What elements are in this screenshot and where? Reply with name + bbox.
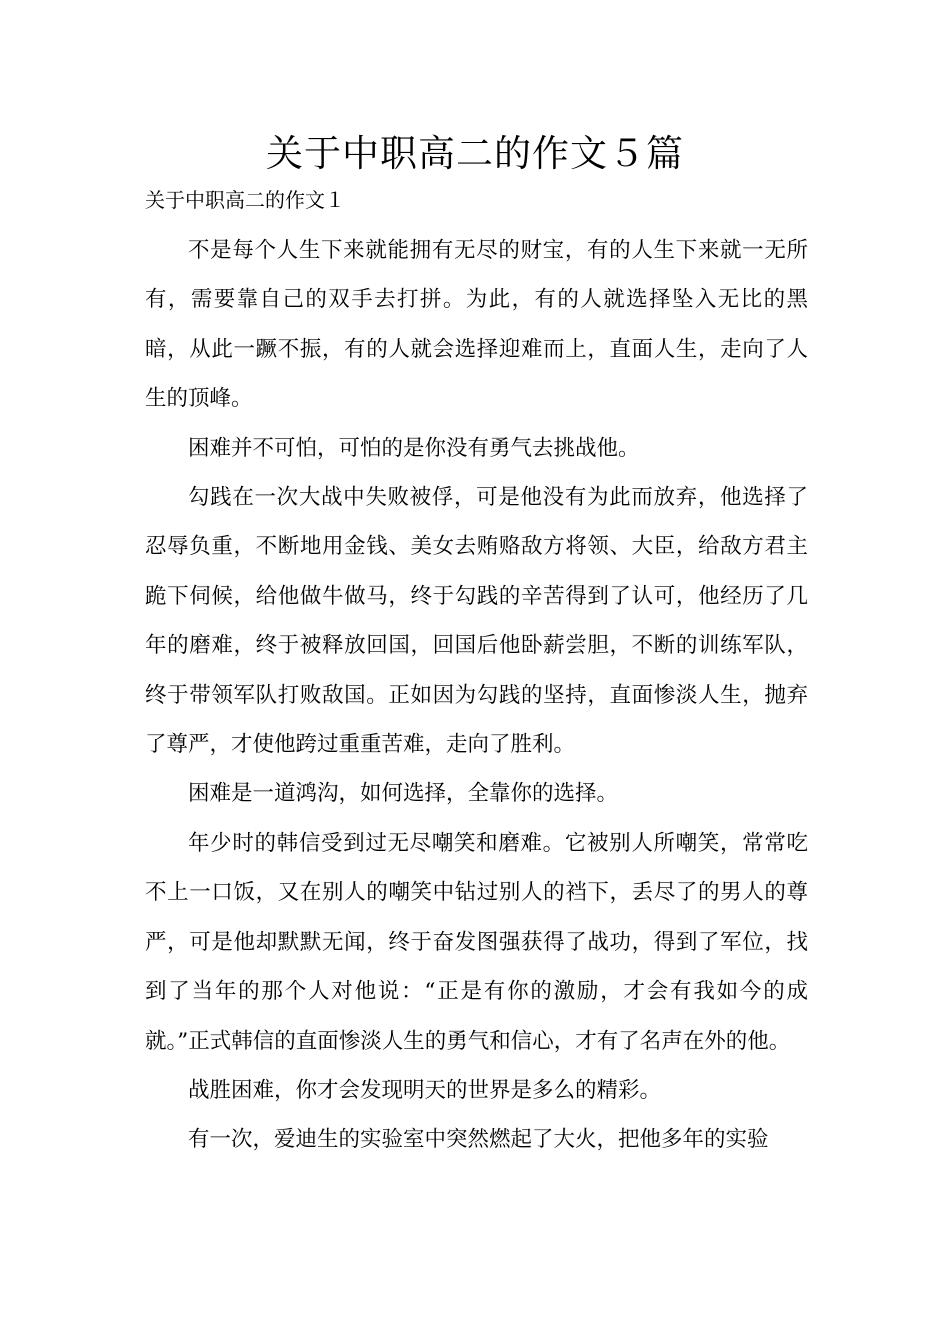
paragraph: 困难是一道鸿沟，如何选择，全靠你的选择。 [188, 781, 619, 807]
paragraph: 年少时的韩信受到过无尽嘲笑和磨难。它被别人所嘲笑，常常吃不上一口饭，又在别人的嘲笑中钻过别人的裆下，丢尽了的男人的尊严，可是他却默默无闻，终于奋发图强获得了战功，得到了军位，找到了当年的那个人对他说：“正是有你的激励，才会有我如今的成就。”正式韩信的直面惨淡人生的勇气和信心，才有了名声在外的他。 [145, 830, 808, 1054]
document-title: 关于中职高二的作文５篇 [266, 132, 684, 175]
paragraph: 有一次，爱迪生的实验室中突然燃起了大火，把他多年的实验 [188, 1127, 769, 1153]
document-body [145, 226, 808, 1165]
paragraph: 不是每个人生下来就能拥有无尽的财宝，有的人生下来就一无所有，需要靠自己的双手去打拼。为此，有的人就选择坠入无比的黑暗，从此一蹶不振，有的人就会选择迎难而上，直面人生，走向了人生的顶峰。 [145, 238, 808, 412]
paragraph: 困难并不可怕，可怕的是你没有勇气去挑战他。 [188, 435, 640, 461]
section-heading: 关于中职高二的作文１ [145, 188, 345, 212]
paragraph: 勾践在一次大战中失败被俘，可是他没有为此而放弃，他选择了忍辱负重，不断地用金钱、美女去贿赂敌方将领、大臣，给敌方君主跪下伺候，给他做牛做马，终于勾践的辛苦得到了认可，他经历了几年的磨难，终于被释放回国，回国后他卧薪尝胆，不断的训练军队，终于带领军队打败敌国。正如因为勾践的坚持，直面惨淡人生，抛弃了尊严，才使他跨过重重苦难，走向了胜利。 [145, 485, 808, 758]
paragraph: 战胜困难，你才会发现明天的世界是多么的精彩。 [188, 1077, 662, 1103]
